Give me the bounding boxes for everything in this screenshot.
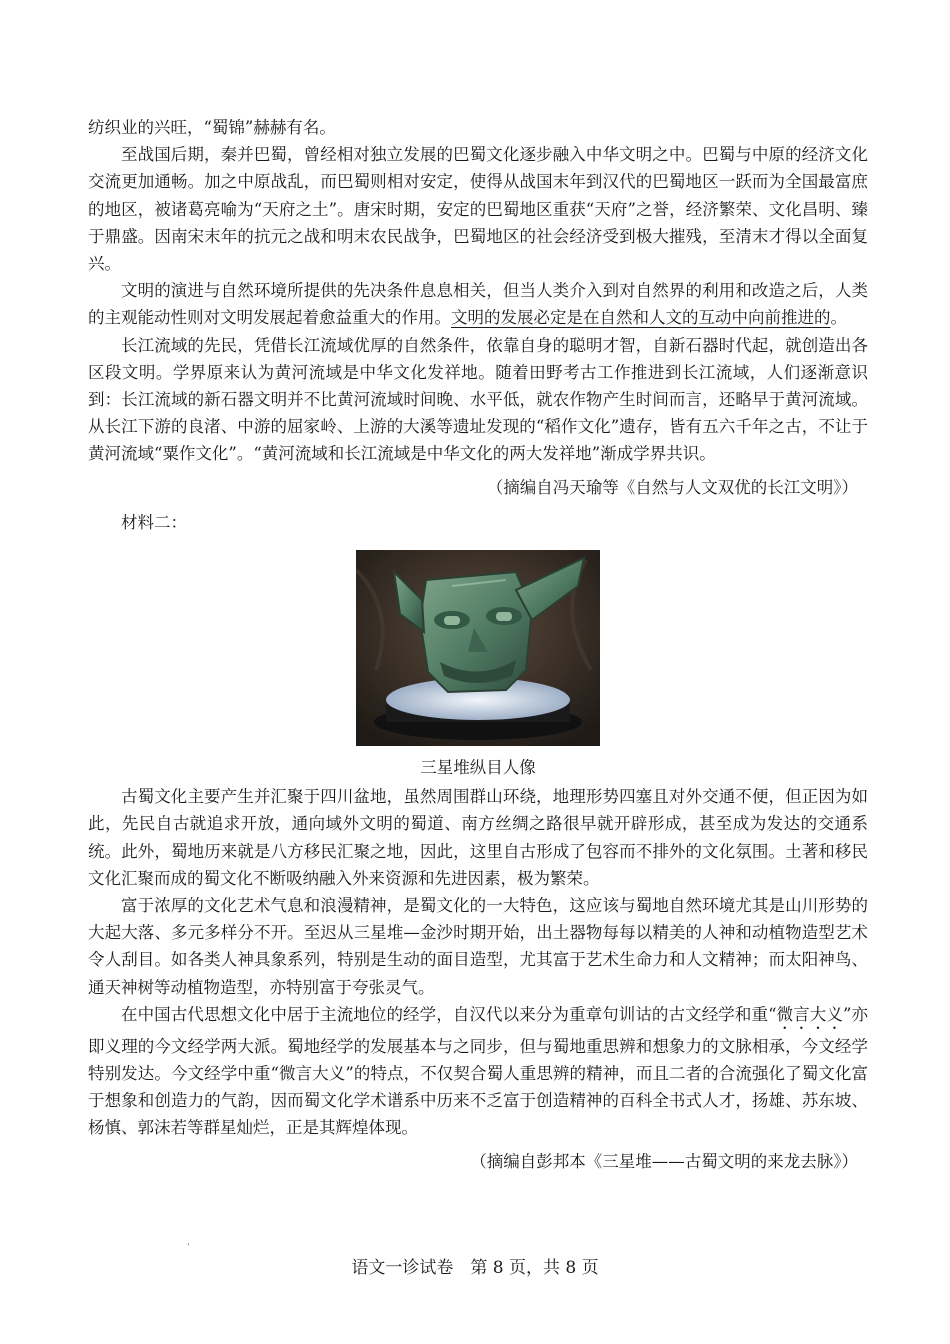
paragraph: 纺织业的兴旺，“蜀锦”赫赫有名。 xyxy=(88,118,336,137)
paragraph-text: ”亦即义理的今文经学两大派。蜀地经学的发展基本与之同步，但与蜀地重思辨和想象力的文脉相承，今文经学特别发达。今文经学中重“微言大义”的特点，不仅契合蜀人重思辨的精神，而且二者的合流强化了蜀文化富于想象和创造力的气韵，因而蜀文化学术谱系中历来不乏富于创造精神的百科全书式人才，扬雄、苏东坡、杨慎、郭沫若等群星灿烂，正是其辉煌体现。 xyxy=(88,1004,869,1138)
page-footer: 语文一诊试卷 第 8 页，共 8 页 xyxy=(351,1258,599,1278)
paragraph: 富于浓厚的文化艺术气息和浪漫精神，是蜀文化的一大特色，这应该与蜀地自然环境尤其是山川形势的大起大落、多元多样分不开。至迟从三星堆—金沙时期开始，出土器物每每以精美的人神和动植物造型艺术令人刮目。如各类人神具象系列，特别是生动的面目造型，尤其富于艺术生命力和人文精神；而太阳神鸟、通天神树等动植物造型，亦特别富于夸张灵气。 xyxy=(88,896,868,997)
emphasized-phrase: 微言大义 xyxy=(776,1004,843,1024)
underlined-sentence: 文明的发展必定是在自然和人文的互动中向前推进的 xyxy=(451,308,831,328)
paragraph: 至战国后期，秦并巴蜀，曾经相对独立发展的巴蜀文化逐步融入中华文明之中。巴蜀与中原的经济文化交流更加通畅。加之中原战乱，而巴蜀则相对安定，使得从战国末年到汉代的巴蜀地区一跃而为全国最富庶的地区，被诸葛亮喻为“天府之土”。唐宋时期，安定的巴蜀地区重获“天府”之誉，经济繁荣、文化昌明、臻于鼎盛。因南宋末年的抗元之战和明末农民战争，巴蜀地区的社会经济受到极大摧残，至清末才得以全面复兴。 xyxy=(88,145,868,274)
paragraph: 古蜀文化主要产生并汇聚于四川盆地，虽然周围群山环绕，地理形势四塞且对外交通不便，但正因为如此，先民自古就追求开放，通向域外文明的蜀道、南方丝绸之路很早就开辟形成，甚至成为发达的交通系统。此外，蜀地历来就是八方移民汇聚之地，因此，这里自古形成了包容而不排外的文化氛围。土著和移民文化汇聚而成的蜀文化不断吸纳融入外来资源和先进因素，极为繁荣。 xyxy=(88,787,868,888)
paragraph-text: 文明的演进与自然环境所提供的先决条件息息相关，但当人类介入到对自然界的利用和改造之后，人类的主观能动性则对文明发展起着愈益重大的作用。 xyxy=(88,281,868,328)
paragraph xyxy=(88,277,868,331)
material-label: 材料二： xyxy=(121,512,187,532)
paragraph xyxy=(88,1001,868,1142)
source-citation: （摘编自冯天瑜等《自然与人文双优的长江文明》） xyxy=(486,477,858,497)
paragraph-text: 在中国古代思想文化中居于主流地位的经学，自汉代以来分为重章句训诂的古文经学和重“ xyxy=(121,1004,777,1024)
paragraph-end: 。 xyxy=(830,308,847,328)
page-body xyxy=(88,114,868,1179)
sanxingdui-mask-photo xyxy=(88,550,868,781)
figure-caption: 三星堆纵目人像 xyxy=(420,758,536,778)
source-citation: （摘编自彭邦本《三星堆——古蜀文明的来龙去脉》） xyxy=(470,1151,858,1171)
bronze-mask-image xyxy=(356,550,600,746)
stray-mark: , xyxy=(187,1236,191,1247)
paragraph: 长江流域的先民，凭借长江流域优厚的自然条件，依靠自身的聪明才智，自新石器时代起，就创造出各区段文明。学界原来认为黄河流域是中华文化发祥地。随着田野考古工作推进到长江流域，人们逐渐意识到：长江流域的新石器文明并不比黄河流域时间晚、水平低，就农作物产生时间而言，还略早于黄河流域。从长江下游的良渚、中游的屈家岭、上游的大溪等遗址发现的“稻作文化”遗存，皆有五六千年之古，不让于黄河流域“粟作文化”。“黄河流域和长江流域是中华文化的两大发祥地”渐成学界共识。 xyxy=(88,335,868,464)
